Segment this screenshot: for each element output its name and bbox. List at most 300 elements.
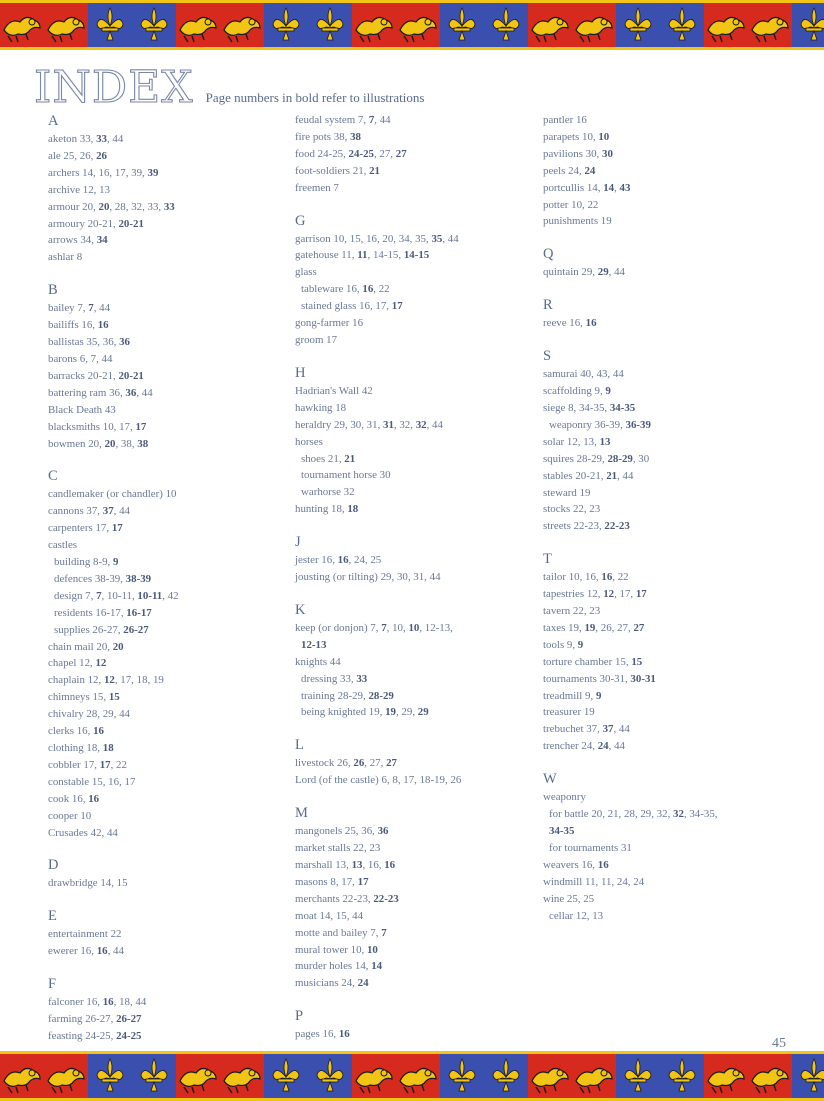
entry-text: arrows 34, [48,234,97,247]
entry-text: weaponry 36-39, [549,418,626,431]
index-entry [543,874,783,891]
illustration-page-ref: 28-29 [607,452,633,465]
index-entry [543,569,783,586]
index-entry [295,755,535,772]
illustration-page-ref: 16 [96,945,108,958]
illustration-page-ref: 30 [602,147,613,160]
entry-text: training 28-29, [301,689,369,702]
illustration-page-ref: 17 [391,300,403,313]
lion-tile-icon [748,1051,792,1101]
entry-text: punishments 19 [543,215,612,228]
index-entry [48,926,288,943]
illustration-page-ref: 29 [417,706,429,719]
illustration-page-ref: 14 [603,181,615,194]
section-letter: W [543,771,557,788]
entry-text: steward 19 [543,486,591,499]
index-section [48,281,288,452]
index-entry [48,825,288,842]
index-entry [543,704,783,721]
index-entry [48,131,288,148]
entry-text: , 38, [115,437,138,450]
fleur-de-lis-tile-icon [792,0,824,50]
index-entry [543,213,783,230]
illustration-page-ref: 31 [383,418,394,431]
illustration-page-ref: 21 [344,452,356,465]
index-entry [48,148,288,165]
fleur-de-lis-tile-icon [308,0,352,50]
entry-text: clothing 18, [48,742,103,754]
index-subentry [295,671,535,688]
index-section [295,601,535,721]
index-entry [543,366,783,383]
entry-text: , 44 [617,469,634,482]
illustration-page-ref: 12 [95,657,107,670]
index-section [295,1007,535,1043]
entry-text: cellar 12, 13 [549,909,604,922]
index-entry [295,264,535,281]
illustration-page-ref: 20 [112,640,124,653]
entry-text: armoury 20-21, [48,217,119,230]
index-section [295,804,535,992]
index-subentry [48,622,288,639]
index-section [295,112,535,197]
entry-text: tapestries 12, [543,588,604,601]
entry-text: , 26, 27, [595,621,634,634]
index-entry [295,942,535,959]
entry-text: , 44 [113,505,130,518]
illustration-page-ref: 34-35 [609,401,636,414]
illustration-page-ref: 13 [599,435,611,448]
index-subentry [295,451,535,468]
illustration-page-ref: 20-21 [118,369,144,382]
lion-tile-icon [704,1051,748,1101]
fleur-de-lis-tile-icon [440,0,484,50]
entry-text: masons 8, 17, [295,875,358,888]
index-subtitle: Page numbers in bold refer to illustrations [205,90,425,105]
entry-text: , 30 [632,452,650,465]
index-entry [295,874,535,891]
index-section [48,467,288,841]
index-entry [48,1011,288,1028]
section-letter: C [48,468,58,485]
illustration-page-ref: 14 [371,960,383,973]
entry-text: , 28, 32, 33, [109,200,164,213]
index-subentry [295,281,535,298]
index-entry [543,163,783,180]
illustration-page-ref: 18 [347,503,359,516]
fleur-de-lis-tile-icon [132,1051,176,1101]
entry-text: , 34-35, [683,808,718,821]
index-subentry [295,637,535,654]
entry-text: parapets 10, [543,130,599,143]
index-entry [543,315,783,332]
index-entry [295,569,535,586]
page-number: 45 [772,1036,786,1051]
entry-text: bailiffs 16, [48,319,98,332]
index-entry [48,655,288,672]
entry-text: livestock 26, [295,757,354,770]
fleur-de-lis-tile-icon [660,1051,704,1101]
illustration-page-ref: 38 [137,437,149,450]
lion-tile-icon [572,0,616,50]
illustration-page-ref: 17 [357,875,369,888]
entry-text: peels 24, [543,164,585,177]
index-section [295,736,535,789]
illustration-page-ref: 16 [102,996,114,1009]
illustration-page-ref: 36 [119,336,130,349]
index-entry [543,180,783,197]
entry-text: building 8-9, [54,556,113,569]
illustration-page-ref: 43 [619,181,631,194]
index-entry [295,315,535,332]
index-entry [295,383,535,400]
illustration-page-ref: 35 [431,232,443,245]
entry-text: , 27, [364,757,387,770]
illustration-page-ref: 9 [113,556,119,569]
lion-tile-icon [44,1051,88,1101]
illustration-page-ref: 39 [147,166,159,179]
entry-text: , 24, 25 [348,554,382,567]
entry-text: , 16, [362,859,385,871]
illustration-page-ref: 15 [631,655,643,668]
index-entry [543,586,783,603]
index-entry [543,383,783,400]
index-entry [295,654,535,671]
index-entry [295,908,535,925]
index-entry [48,503,288,520]
index-entry [543,671,783,688]
index-entry [48,216,288,233]
index-entry [48,537,288,554]
index-subentry [295,704,535,721]
entry-text: motte and bailey 7, [295,926,382,939]
entry-text: reeve 16, [543,317,586,330]
illustration-page-ref: 16 [337,554,349,567]
illustration-page-ref: 10 [598,130,610,143]
lion-tile-icon [0,1051,44,1101]
index-entry [48,486,288,503]
index-entry [295,146,535,163]
entry-text: entertainment 22 [48,928,122,941]
illustration-page-ref: 17 [135,420,147,433]
illustration-page-ref: 11 [357,249,368,262]
entry-text: , 27, [373,147,396,160]
illustration-page-ref: 27 [386,757,397,770]
index-entry [543,129,783,146]
index-entry [48,740,288,757]
illustration-page-ref: 9 [605,385,611,398]
illustration-page-ref: 12 [603,588,615,601]
entry-text: merchants 22-23, [295,892,374,905]
entry-text: castles [48,539,78,552]
page-title [34,62,424,113]
index-entry [295,417,535,434]
entry-text: , 44 [374,114,391,126]
index-entry [543,857,783,874]
entry-text: bowmen 20, [48,437,105,450]
index-subentry [48,554,288,571]
section-letter: T [543,551,552,568]
illustration-page-ref: 28-29 [368,689,394,702]
entry-text: cannons 37, [48,505,103,518]
entry-text: archive 12, 13 [48,183,110,196]
index-entry [543,891,783,908]
illustration-page-ref: 16 [88,792,100,805]
entry-text: shoes 21, [301,452,345,465]
entry-text: moat 14, 15, 44 [295,909,364,922]
entry-text: being knighted 19, [301,706,386,719]
entry-text: , [614,181,620,194]
lion-tile-icon [0,0,44,50]
entry-text: solar 12, 13, [543,435,600,448]
index-section [48,112,288,266]
entry-text: treadmill 9, [543,689,596,702]
lion-tile-icon [352,1051,396,1101]
lion-tile-icon [176,1051,220,1101]
illustration-page-ref: 24-25 [116,1029,142,1042]
entry-text: weaponry [543,791,586,804]
illustration-page-ref: 33 [163,200,175,213]
index-section [543,347,783,535]
index-subentry [295,298,535,315]
illustration-page-ref: 36 [377,825,389,838]
index-section [543,296,783,332]
entry-text: scaffolding 9, [543,385,606,398]
entry-text: taxes 19, [543,621,585,634]
entry-text: barracks 20-21, [48,369,119,382]
entry-text: musicians 24, [295,977,358,990]
illustration-page-ref: 38-39 [125,572,152,585]
index-entry [543,738,783,755]
entry-text: pantler 16 [543,114,587,126]
section-letter: P [295,1008,304,1025]
lion-tile-icon [528,1051,572,1101]
entry-text: , 42 [162,589,179,602]
entry-text: constable 15, 16, 17 [48,775,136,788]
entry-text: feudal system 7, [295,114,369,126]
entry-text: windmill 11, 11, 24, 24 [543,875,645,888]
index-section [543,550,783,755]
entry-text: stables 20-21, [543,469,607,482]
fleur-de-lis-tile-icon [616,0,660,50]
fleur-de-lis-tile-icon [484,0,528,50]
illustration-page-ref: 9 [595,689,602,702]
entry-text: ballistas 35, 36, [48,336,120,349]
entry-text: cooper 10 [48,809,92,822]
fleur-de-lis-tile-icon [616,1051,660,1101]
illustration-page-ref: 9 [577,638,584,651]
entry-text: , 22 [373,283,390,296]
index-entry [295,112,535,129]
lion-tile-icon [528,0,572,50]
index-entry [295,840,535,857]
fleur-de-lis-tile-icon [264,1051,308,1101]
index-subentry [295,484,535,501]
entry-text: torture chamber 15, [543,655,632,668]
index-entry [48,723,288,740]
index-entry [543,789,783,806]
entry-text: murder holes 14, [295,960,372,973]
entry-text: barons 6, 7, 44 [48,352,113,365]
entry-text: armour 20, [48,200,99,213]
entry-text: feasting 24-25, [48,1029,117,1042]
index-entry [543,112,783,129]
index-subentry [295,688,535,705]
entry-text: blacksmiths 10, 17, [48,420,136,433]
illustration-page-ref: 33 [96,133,107,145]
entry-text: , 12-13, [419,621,453,634]
entry-text: clerks 16, [48,725,94,738]
illustration-page-ref: 24 [584,164,596,177]
illustration-page-ref: 22-23 [604,520,630,533]
index-subentry [48,571,288,588]
entry-text: battering ram 36, [48,386,126,399]
illustration-page-ref: 26 [96,149,107,162]
section-letter: E [48,908,57,925]
entry-text: groom 17 [295,333,338,346]
index-entry [295,247,535,264]
illustration-page-ref: 38 [350,130,361,143]
index-subentry [543,840,783,857]
index-section [48,975,288,1045]
entry-text: dressing 33, [301,672,357,685]
entry-text: , 44 [107,945,124,958]
index-entry [48,808,288,825]
index-heading: INDEX [34,62,194,113]
illustration-page-ref: 24 [357,977,369,990]
illustration-page-ref: 10-11 [137,589,163,602]
entry-text: aketon 33, [48,133,97,145]
entry-text: carpenters 17, [48,522,112,535]
entry-text: heraldry 29, 30, 31, [295,418,384,431]
entry-text: Hadrian's Wall 42 [295,384,373,397]
entry-text: chivalry 28, 29, 44 [48,708,130,721]
illustration-page-ref: 7 [368,114,375,126]
illustration-page-ref: 26 [353,757,365,770]
illustration-page-ref: 16 [585,317,597,330]
lion-tile-icon [220,0,264,50]
lion-tile-icon [220,1051,264,1101]
entry-text: stained glass 16, 17, [301,300,392,313]
index-subentry [543,823,783,840]
entry-text: trencher 24, [543,740,598,753]
illustration-page-ref: 13 [351,859,363,871]
entry-text: potter 10, 22 [543,198,599,211]
illustration-page-ref: 7 [381,621,387,634]
index-entry [295,434,535,451]
illustration-page-ref: 30-31 [630,672,656,685]
index-entry [48,351,288,368]
entry-text: cook 16, [48,792,89,805]
entry-text: garrison 10, 15, 16, 20, 34, 35, [295,232,432,245]
illustration-page-ref: 12-13 [301,638,327,651]
index-entry [295,231,535,248]
entry-text: , 32, [393,418,416,431]
decorative-border-bottom [0,1051,824,1101]
decorative-border-top [0,0,824,50]
illustration-page-ref: 14-15 [403,249,430,262]
index-entry [48,520,288,537]
index-entry [295,958,535,975]
index-subentry [543,417,783,434]
index-entry [295,180,535,197]
entry-text: ale 25, 26, [48,149,97,162]
index-entry [543,146,783,163]
entry-text: gong-farmer 16 [295,317,364,330]
entry-text: trebuchet 37, [543,723,603,736]
illustration-page-ref: 16-17 [126,606,152,619]
index-entry [543,620,783,637]
entry-text: , 44 [613,723,630,736]
illustration-page-ref: 20 [98,200,110,213]
section-letter: Q [543,246,554,263]
lion-tile-icon [352,0,396,50]
entry-text: defences 38-39, [54,572,126,585]
index-entry [48,706,288,723]
entry-text: jester 16, [295,554,338,567]
entry-text: mangonels 25, 36, [295,825,378,838]
index-entry [48,436,288,453]
index-entry [543,400,783,417]
illustration-page-ref: 7 [88,302,94,315]
entry-text: candlemaker (or chandler) 10 [48,488,177,501]
illustration-page-ref: 21 [606,469,618,482]
section-letter: L [295,737,304,754]
entry-text: food 24-25, [295,147,349,160]
index-entry [48,368,288,385]
index-entry [295,823,535,840]
illustration-page-ref: 34 [96,234,108,247]
entry-text: marshall 13, [295,859,352,871]
fleur-de-lis-tile-icon [88,0,132,50]
illustration-page-ref: 33 [356,672,368,685]
index-section [295,364,535,518]
lion-tile-icon [396,1051,440,1101]
entry-text: tavern 22, 23 [543,605,601,618]
index-entry [48,334,288,351]
illustration-page-ref: 16 [597,858,609,871]
entry-text: , 44 [93,302,111,315]
entry-text: chapel 12, [48,657,96,670]
section-letter: A [48,113,59,129]
entry-text: for battle 20, 21, 28, 29, 32, [549,808,674,821]
entry-text: jousting (or tilting) 29, 30, 31, 44 [295,571,441,584]
index-entry [543,518,783,535]
fleur-de-lis-tile-icon [440,1051,484,1101]
illustration-page-ref: 26-27 [116,1013,142,1026]
entry-text: falconer 16, [48,996,103,1009]
illustration-page-ref: 16 [338,1028,350,1041]
index-column-1 [48,112,288,1060]
fleur-de-lis-tile-icon [88,1051,132,1101]
illustration-page-ref: 21 [369,164,380,177]
entry-text: freemen 7 [295,181,339,194]
index-entry [48,994,288,1011]
index-column-2 [295,112,535,1058]
entry-text: , 44 [426,418,443,431]
index-section [543,245,783,281]
index-entry [48,199,288,216]
entry-text: , 29, [395,706,418,719]
index-entry [543,468,783,485]
index-entry [543,654,783,671]
entry-text: hunting 18, [295,503,348,516]
entry-text: portcullis 14, [543,181,604,194]
index-entry [48,943,288,960]
illustration-page-ref: 16 [601,571,613,584]
index-entry [295,620,535,637]
entry-text: tournaments 30-31, [543,672,631,685]
